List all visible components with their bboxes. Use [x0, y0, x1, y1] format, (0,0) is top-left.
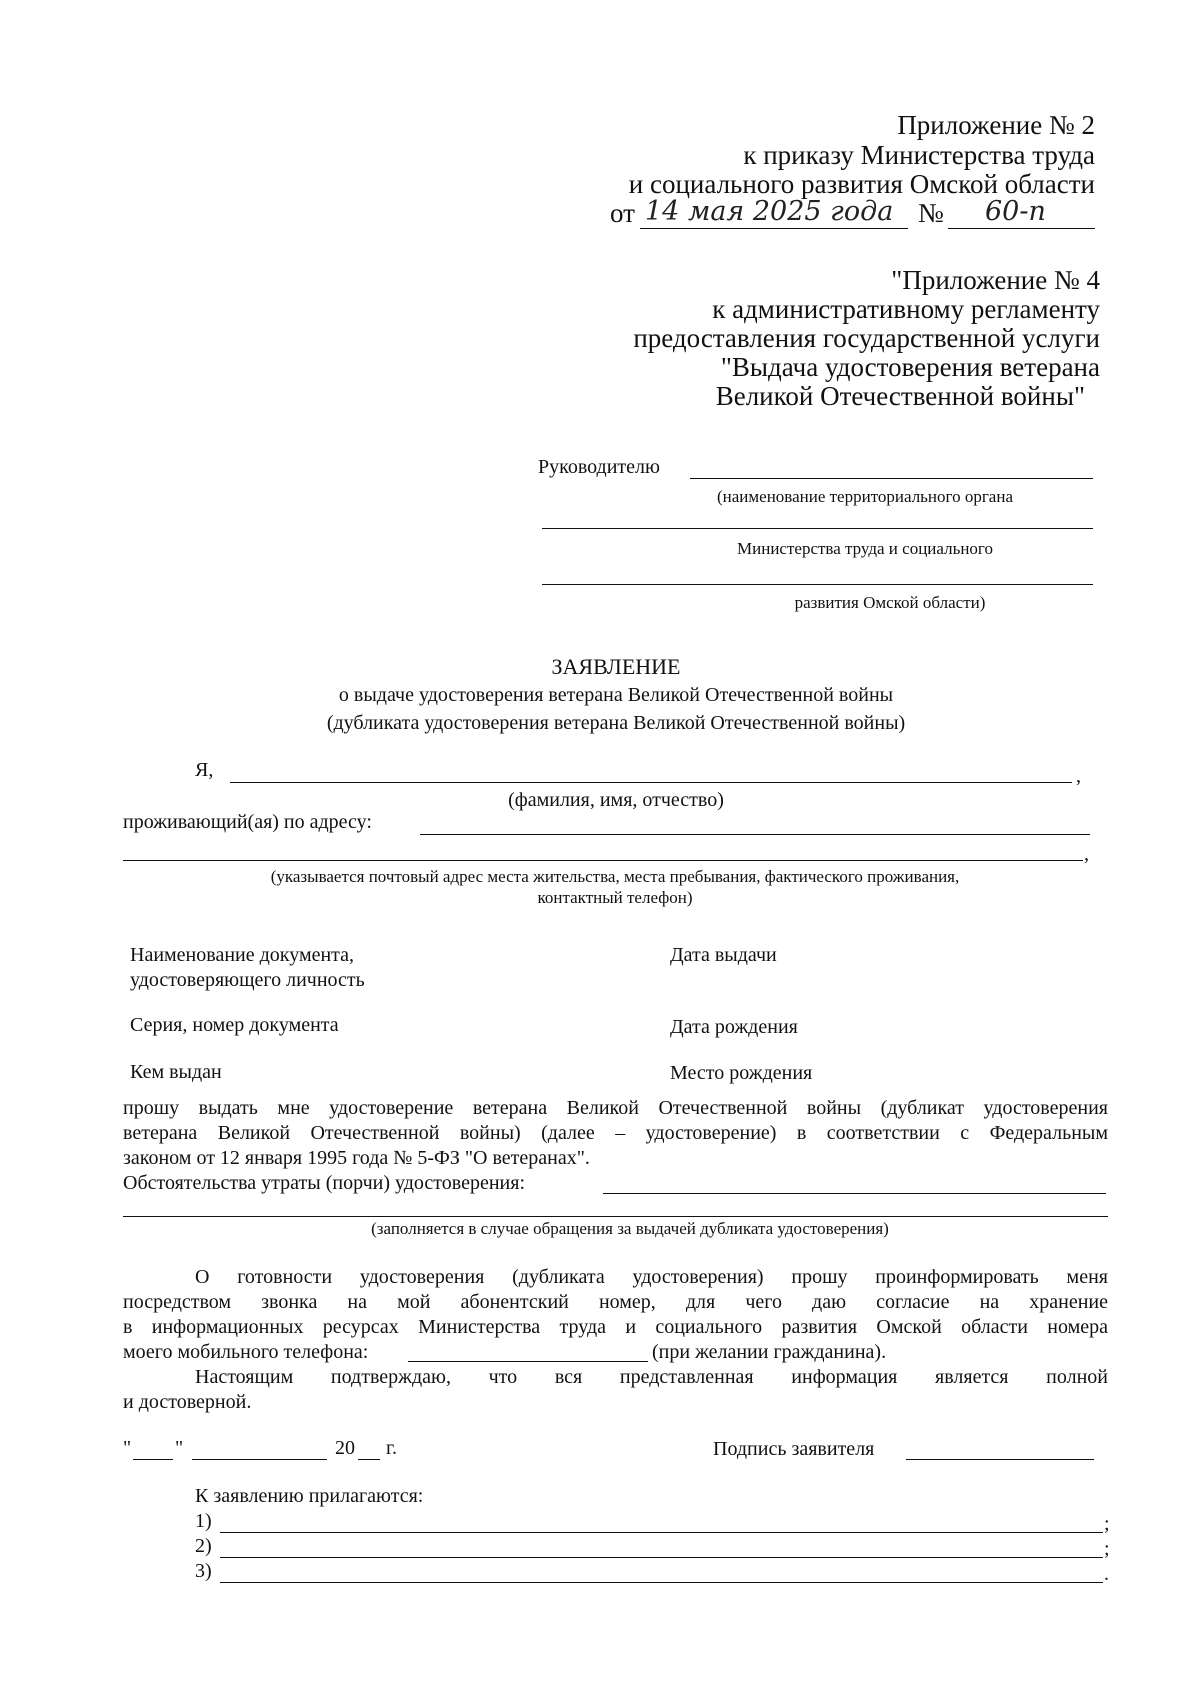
form-title: ЗАЯВЛЕНИЕ: [551, 654, 681, 679]
address-label: проживающий(ая) по адресу:: [123, 811, 372, 833]
attachment-input-line-1[interactable]: [220, 1532, 1103, 1533]
appendix2-line2: к приказу Министерства труда: [743, 140, 1095, 170]
year-suffix: г.: [386, 1437, 397, 1459]
i-label: Я,: [195, 759, 214, 781]
birth-date-label: Дата рождения: [670, 1016, 798, 1038]
sign-input-line[interactable]: [906, 1459, 1094, 1460]
addressee-line-3: [542, 584, 1093, 585]
address-hint-2: контактный телефон): [537, 888, 693, 907]
confirm-line-1: Настоящим подтверждаю, что вся представленная информация является полной: [195, 1366, 1108, 1388]
request-line-3: законом от 12 января 1995 года № 5-ФЗ "О ветеранах".: [123, 1147, 590, 1169]
appendix2-line3: и социального развития Омской области: [628, 169, 1095, 199]
addressee-label: Руководителю: [538, 456, 660, 478]
form-subtitle-2: (дубликата удостоверения ветерана Великой Отечественной войны): [326, 712, 906, 734]
sign-label: Подпись заявителя: [713, 1438, 875, 1460]
addressee-line-1: [690, 478, 1093, 479]
attachment-end-1: ;: [1104, 1513, 1110, 1535]
loss-input-line-2[interactable]: [123, 1216, 1108, 1217]
request-line-1: прошу выдать мне удостоверение ветерана Великой Отечественной войны (дубликат удостоверения: [123, 1097, 1108, 1119]
request-line-2: ветерана Великой Отечественной войны) (далее – удостоверение) в соответствии с Федеральным: [123, 1122, 1108, 1144]
attachment-input-line-3[interactable]: [220, 1582, 1103, 1583]
number-line: [948, 228, 1095, 229]
appendix4-line5: Великой Отечественной войны": [715, 381, 1085, 411]
consent-line-3: в информационных ресурсах Министерства труда и социального развития Омской области номера: [123, 1316, 1108, 1338]
year-input-line[interactable]: [358, 1459, 380, 1460]
issued-by-label: Кем выдан: [130, 1061, 222, 1083]
number-label: №: [918, 198, 944, 228]
attachment-end-2: ;: [1104, 1538, 1110, 1560]
attachment-num-1: 1): [195, 1510, 212, 1532]
appendix4-line2: к административному регламенту: [712, 294, 1100, 324]
loss-label: Обстоятельства утраты (порчи) удостоверения:: [123, 1172, 526, 1194]
from-label: от: [610, 198, 635, 228]
year-label: 20: [335, 1437, 355, 1459]
address-comma: ,: [1084, 843, 1089, 865]
addressee-hint-3: развития Омской области): [794, 593, 986, 612]
form-subtitle-1: о выдаче удостоверения ветерана Великой Отечественной войны: [338, 684, 894, 706]
attachment-num-3: 3): [195, 1560, 212, 1582]
addressee-hint-1: (наименование территориального органа: [716, 487, 1013, 506]
attachments-label: К заявлению прилагаются:: [195, 1485, 424, 1507]
consent-line-4a: моего мобильного телефона:: [123, 1341, 369, 1363]
month-input-line[interactable]: [192, 1459, 327, 1460]
attachment-end-3: .: [1104, 1563, 1109, 1585]
series-number-label: Серия, номер документа: [130, 1014, 339, 1036]
doc-name-label-1: Наименование документа,: [130, 944, 355, 966]
appendix4-line3: предоставления государственной услуги: [633, 323, 1100, 353]
day-input-line[interactable]: [133, 1459, 173, 1460]
fio-hint: (фамилия, имя, отчество): [508, 789, 724, 811]
attachment-num-2: 2): [195, 1535, 212, 1557]
address-hint-1: (указывается почтовый адрес места жительства, места пребывания, фактического проживания,: [270, 867, 960, 886]
consent-line-1: О готовности удостоверения (дубликата удостоверения) прошу проинформировать меня: [195, 1266, 1108, 1288]
fio-input-line[interactable]: [230, 782, 1072, 783]
consent-line-4b: (при желании гражданина).: [652, 1341, 887, 1363]
doc-name-label-2: удостоверяющего личность: [130, 969, 365, 991]
date-quote-close: ": [175, 1437, 184, 1459]
birth-place-label: Место рождения: [670, 1062, 813, 1084]
attachment-input-line-2[interactable]: [220, 1557, 1103, 1558]
issue-date-label: Дата выдачи: [670, 944, 777, 966]
fio-comma: ,: [1076, 765, 1081, 787]
date-handwritten: 14 мая 2025 года: [645, 196, 894, 227]
phone-input-line[interactable]: [408, 1361, 648, 1362]
number-handwritten: 60-п: [985, 196, 1046, 227]
confirm-line-2: и достоверной.: [123, 1391, 252, 1413]
appendix2-line1: Приложение № 2: [897, 110, 1095, 140]
addressee-line-2: [542, 528, 1093, 529]
loss-input-line-1[interactable]: [603, 1193, 1106, 1194]
date-line: [640, 228, 908, 229]
consent-line-2: посредством звонка на мой абонентский номер, для чего даю согласие на хранение: [123, 1291, 1108, 1313]
addressee-hint-2: Министерства труда и социального: [737, 539, 993, 558]
loss-hint: (заполняется в случае обращения за выдачей дубликата удостоверения): [371, 1219, 889, 1238]
appendix4-line4: "Выдача удостоверения ветерана: [720, 352, 1100, 382]
address-input-line-1[interactable]: [420, 834, 1090, 835]
date-quote-open: ": [123, 1437, 132, 1459]
appendix4-line1: "Приложение № 4: [891, 265, 1100, 295]
address-input-line-2[interactable]: [123, 860, 1083, 861]
